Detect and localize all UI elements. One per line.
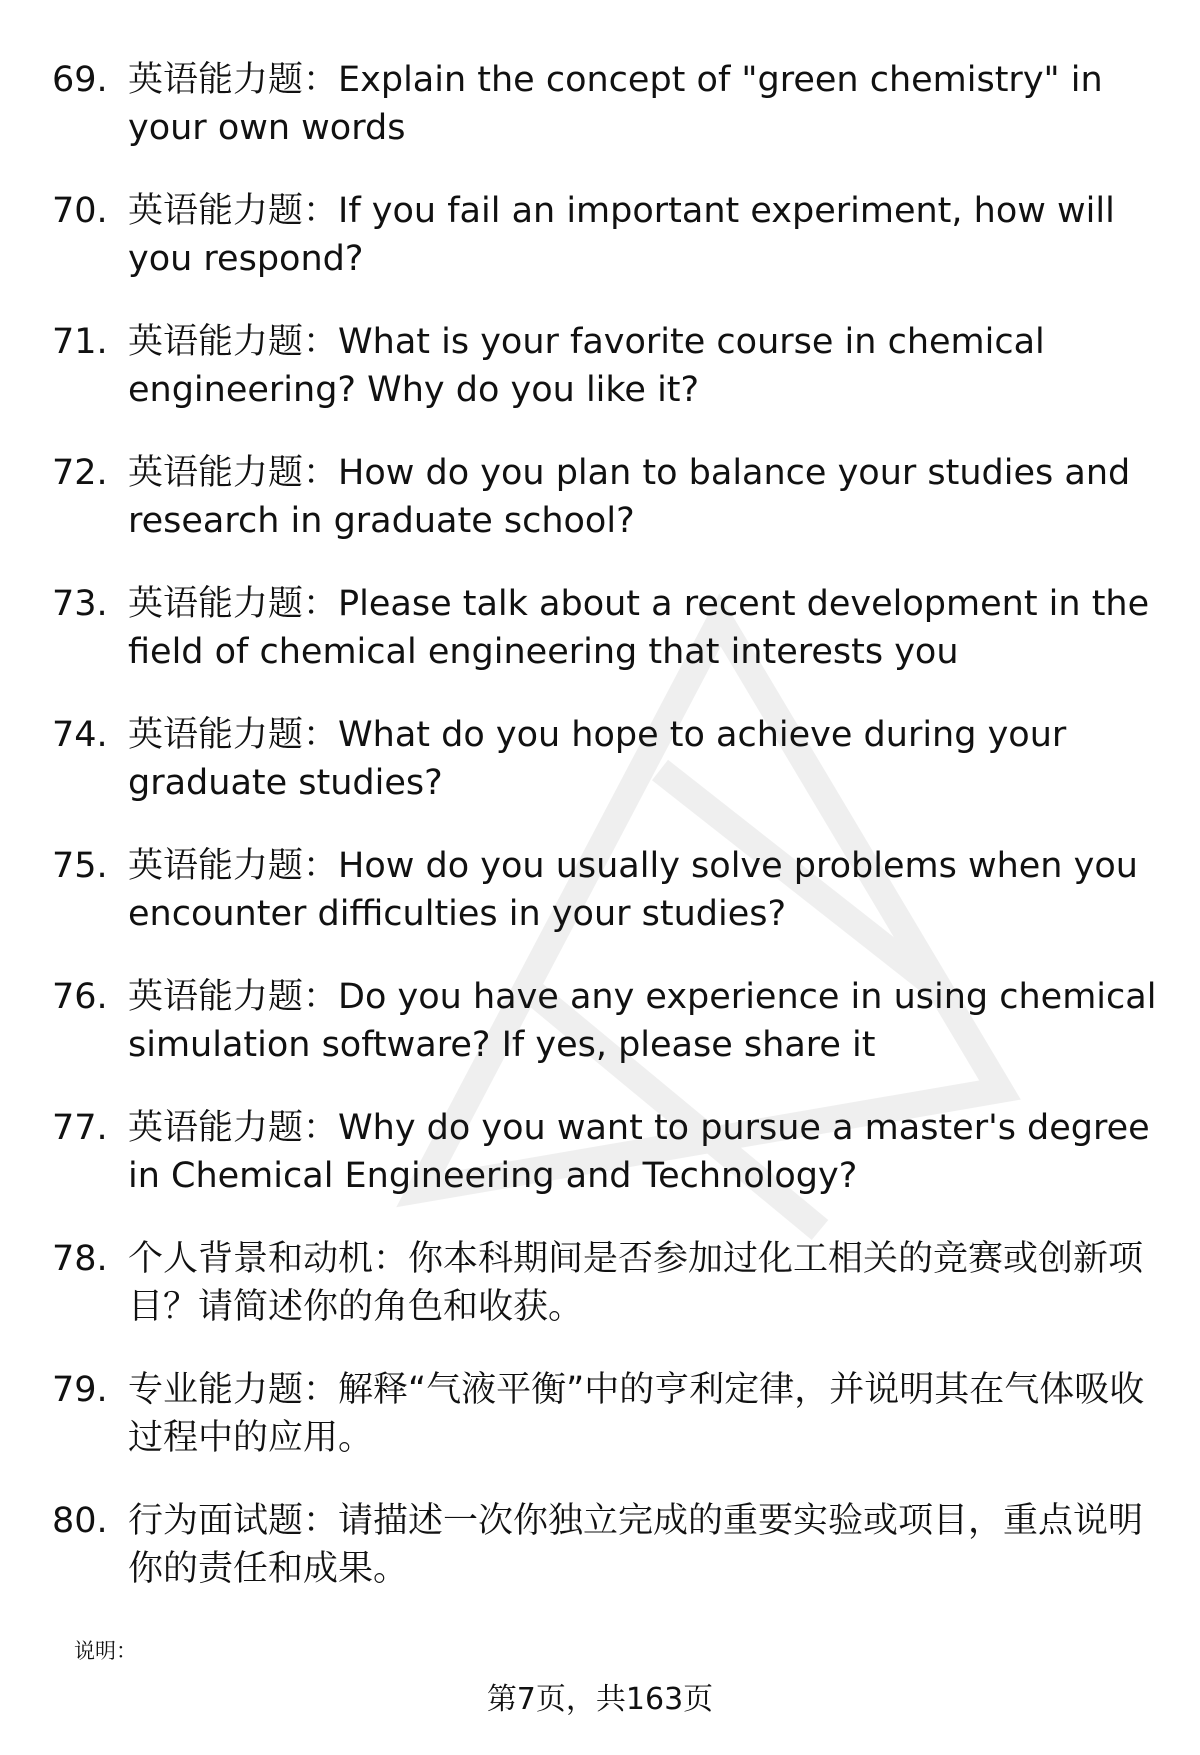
question-category: 行为面试题: [128, 1501, 304, 1541]
question-category: 英语能力题: [128, 60, 304, 100]
question-category: 英语能力题: [128, 584, 304, 624]
question-number: 73.: [52, 584, 108, 624]
question-number: 76.: [52, 977, 108, 1017]
question-number: 70.: [52, 191, 108, 231]
question-text: What do you hope to achieve during your graduate studies?: [128, 715, 1067, 803]
question-body: [128, 318, 1162, 414]
question-number: 74.: [52, 715, 108, 755]
question-text: If you fail an important experiment, how will you respond?: [128, 191, 1115, 279]
question-item: [52, 580, 1162, 676]
question-number: 75.: [52, 846, 108, 886]
question-list: [52, 56, 1162, 1628]
question-separator: ：: [303, 1108, 339, 1148]
question-item: [52, 187, 1162, 283]
question-text: How do you plan to balance your studies and research in graduate school?: [128, 453, 1131, 541]
question-number: 72.: [52, 453, 108, 493]
question-body: [128, 1104, 1162, 1200]
question-separator: ：: [303, 453, 339, 493]
question-text: 请描述一次你独立完成的重要实验或项目，重点说明你的责任和成果。: [128, 1501, 1144, 1589]
question-separator: ：: [303, 60, 339, 100]
question-item: [52, 1235, 1162, 1331]
question-body: [128, 842, 1162, 938]
question-body: [128, 449, 1162, 545]
question-item: [52, 318, 1162, 414]
question-item: [52, 1497, 1162, 1593]
question-item: [52, 1366, 1162, 1462]
question-category: 英语能力题: [128, 977, 304, 1017]
question-number: 71.: [52, 322, 108, 362]
question-separator: ：: [303, 1370, 339, 1410]
question-item: [52, 449, 1162, 545]
question-number: 78.: [52, 1239, 108, 1279]
question-category: 英语能力题: [128, 1108, 304, 1148]
question-text: How do you usually solve problems when you encounter difficulties in your studies?: [128, 846, 1138, 934]
question-body: [128, 711, 1162, 807]
question-category: 专业能力题: [128, 1370, 304, 1410]
question-separator: ：: [303, 584, 339, 624]
question-text: Do you have any experience in using chemical simulation software? If yes, please share it: [128, 977, 1157, 1065]
question-number: 69.: [52, 60, 108, 100]
question-item: [52, 842, 1162, 938]
question-text: What is your favorite course in chemical engineering? Why do you like it?: [128, 322, 1045, 410]
question-body: [128, 187, 1162, 283]
question-body: [128, 56, 1162, 152]
question-category: 英语能力题: [128, 191, 304, 231]
question-category: 英语能力题: [128, 322, 304, 362]
question-separator: ：: [303, 191, 339, 231]
question-number: 77.: [52, 1108, 108, 1148]
question-separator: ：: [303, 1501, 339, 1541]
question-body: [128, 973, 1162, 1069]
question-number: 79.: [52, 1370, 108, 1410]
question-text: 解释“气液平衡”中的亨利定律，并说明其在气体吸收过程中的应用。: [128, 1370, 1145, 1458]
question-text: Explain the concept of "green chemistry" in your own words: [128, 60, 1103, 148]
question-category: 个人背景和动机: [128, 1239, 374, 1279]
note-label: 说明：: [74, 1639, 137, 1663]
question-category: 英语能力题: [128, 715, 304, 755]
question-text: 你本科期间是否参加过化工相关的竞赛或创新项目？请简述你的角色和收获。: [128, 1239, 1144, 1327]
question-body: [128, 1366, 1162, 1462]
question-text: Please talk about a recent development in the field of chemical engineering that interests you: [128, 584, 1150, 672]
question-item: [52, 711, 1162, 807]
question-body: [128, 580, 1162, 676]
question-text: Why do you want to pursue a master's degree in Chemical Engineering and Technology?: [128, 1108, 1150, 1196]
page-number: 第7页，共163页: [486, 1682, 714, 1717]
question-category: 英语能力题: [128, 846, 304, 886]
question-item: [52, 973, 1162, 1069]
question-number: 80.: [52, 1501, 108, 1541]
question-item: [52, 1104, 1162, 1200]
question-separator: ：: [303, 322, 339, 362]
question-separator: ：: [303, 715, 339, 755]
question-category: 英语能力题: [128, 453, 304, 493]
question-body: [128, 1235, 1162, 1331]
question-separator: ：: [303, 846, 339, 886]
question-item: [52, 56, 1162, 152]
question-body: [128, 1497, 1162, 1593]
question-separator: ：: [373, 1239, 409, 1279]
question-separator: ：: [303, 977, 339, 1017]
